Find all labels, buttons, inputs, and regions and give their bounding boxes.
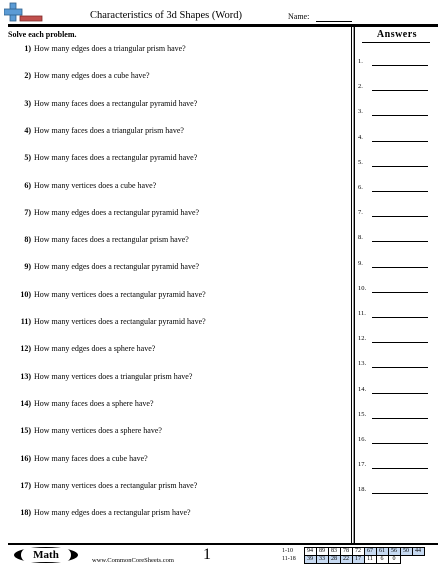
score-row — [282, 548, 424, 556]
column-divider — [351, 27, 355, 543]
question-text: How many vertices does a rectangular pyramid have? — [34, 317, 206, 326]
score-row-label: 1-10 — [282, 548, 293, 554]
question-number: 14) — [20, 398, 31, 408]
score-cell: 39 — [304, 556, 316, 564]
answer-field[interactable] — [372, 191, 428, 192]
question-item — [14, 454, 148, 463]
score-cell: 94 — [304, 548, 316, 556]
answer-field[interactable] — [372, 367, 428, 368]
question-text: How many faces does a cube have? — [34, 453, 148, 463]
answer-label: 13. — [358, 360, 367, 368]
question-number: 7) — [24, 207, 31, 217]
question-item — [14, 71, 150, 80]
question-number: 4) — [24, 125, 31, 135]
question-item — [14, 208, 199, 217]
question-text: How many faces does a rectangular pyramid have? — [34, 153, 198, 163]
score-cell: 17 — [352, 556, 364, 564]
answer-field[interactable] — [372, 267, 428, 268]
answer-label: 4. — [358, 133, 363, 141]
question-number: 16) — [20, 453, 31, 463]
question-number: 17) — [20, 480, 31, 490]
answer-label: 14. — [358, 385, 367, 393]
answer-field[interactable] — [372, 418, 428, 419]
question-item — [14, 235, 189, 244]
question-number: 13) — [20, 371, 31, 381]
question-text: How many edges does a rectangular pyramid have? — [34, 262, 200, 272]
question-number: 12) — [20, 344, 31, 354]
question-text: How many edges does a rectangular pyramid have? — [34, 207, 200, 217]
answer-field[interactable] — [372, 241, 428, 242]
answer-field[interactable] — [372, 90, 428, 91]
answer-label: 16. — [358, 436, 367, 443]
answer-field[interactable] — [372, 115, 428, 116]
question-number: 6) — [24, 180, 31, 190]
math-logo-icon — [4, 2, 44, 24]
answer-label: 15. — [358, 410, 367, 418]
question-item — [14, 481, 197, 490]
answer-field[interactable] — [372, 342, 428, 343]
score-row — [282, 556, 424, 564]
answer-label: 18. — [358, 486, 367, 494]
answer-field[interactable] — [372, 141, 428, 142]
score-cell: 83 — [328, 548, 340, 556]
question-item — [14, 44, 186, 53]
question-text: How many edges does a cube have? — [34, 71, 150, 81]
answer-field[interactable] — [372, 216, 428, 217]
answer-label: 1. — [358, 58, 363, 65]
question-text: How many edges does a sphere have? — [34, 344, 156, 354]
score-cell: 72 — [352, 548, 364, 556]
question-number: 5) — [24, 153, 31, 163]
answer-label: 2. — [358, 83, 363, 91]
answer-label: 9. — [358, 259, 363, 267]
question-number: 1) — [24, 44, 31, 53]
question-text: How many vertices does a rectangular prism have? — [34, 480, 198, 490]
answer-label: 10. — [358, 284, 367, 292]
footer-divider — [8, 543, 438, 545]
question-number: 8) — [24, 235, 31, 245]
question-item — [14, 399, 154, 408]
question-item — [14, 290, 206, 299]
score-cell: 78 — [340, 548, 352, 556]
question-number: 10) — [20, 289, 31, 299]
score-cell: 44 — [412, 548, 424, 556]
answer-field[interactable] — [372, 393, 428, 394]
page-title: Characteristics of 3d Shapes (Word) — [90, 10, 242, 21]
answer-field[interactable] — [372, 468, 428, 469]
score-cell: 89 — [316, 548, 328, 556]
question-text: How many vertices does a triangular prism have? — [34, 371, 193, 381]
answer-field[interactable] — [372, 166, 428, 167]
question-item — [14, 99, 197, 108]
question-item — [14, 181, 156, 190]
answer-label: 11. — [358, 310, 366, 317]
question-text: How many vertices does a sphere have? — [34, 426, 162, 436]
answer-label: 17. — [358, 461, 367, 469]
question-item — [14, 317, 206, 326]
score-cell: 6 — [376, 556, 388, 564]
subject-label: Math — [21, 548, 71, 562]
answer-label: 6. — [358, 184, 363, 191]
question-text: How many vertices does a cube have? — [34, 180, 157, 190]
answer-field[interactable] — [372, 443, 428, 444]
question-number: 9) — [24, 262, 31, 272]
answer-field[interactable] — [372, 317, 428, 318]
question-text: How many edges does a rectangular prism have? — [34, 508, 191, 518]
answers-heading-underline — [362, 42, 430, 43]
question-text: How many faces does a triangular prism have? — [34, 125, 184, 135]
question-item — [14, 372, 192, 381]
score-cell: 11 — [364, 556, 376, 564]
question-item — [14, 153, 197, 162]
question-number: 3) — [24, 98, 31, 108]
answer-label: 5. — [358, 158, 363, 166]
score-cell: 28 — [328, 556, 340, 564]
question-number: 2) — [24, 71, 31, 81]
question-number: 15) — [20, 426, 31, 436]
score-cell: 50 — [400, 548, 412, 556]
question-item — [14, 126, 184, 135]
score-cell: 67 — [364, 548, 376, 556]
answers-heading: Answers — [376, 29, 418, 40]
page-number: 1 — [203, 546, 211, 563]
header-divider — [8, 24, 438, 27]
score-cell: 56 — [388, 548, 400, 556]
question-text: How many faces does a rectangular pyramid have? — [34, 98, 198, 108]
question-number: 18) — [20, 508, 31, 518]
question-item — [14, 426, 162, 435]
score-cell: 22 — [340, 556, 352, 564]
answer-label: 12. — [358, 335, 367, 343]
answer-field[interactable] — [372, 292, 428, 293]
answer-label: 3. — [358, 108, 363, 116]
score-table — [282, 547, 425, 564]
question-text: How many vertices does a rectangular pyramid have? — [34, 289, 206, 299]
question-text: How many faces does a sphere have? — [34, 398, 154, 408]
question-text: How many faces does a rectangular prism have? — [34, 235, 189, 245]
question-item — [14, 344, 155, 353]
answer-label: 7. — [358, 209, 363, 217]
score-cell: 61 — [376, 548, 388, 556]
name-label: Name: — [288, 12, 310, 21]
score-row-label: 11-18 — [282, 556, 296, 562]
question-item — [14, 262, 199, 271]
answer-field[interactable] — [372, 65, 428, 66]
question-text: How many edges does a triangular prism have? — [34, 44, 186, 53]
answer-label: 8. — [358, 234, 363, 242]
name-field[interactable] — [316, 21, 352, 22]
score-cell: 33 — [316, 556, 328, 564]
score-cell: 0 — [388, 556, 400, 564]
question-number: 11) — [20, 317, 31, 326]
answer-field[interactable] — [372, 493, 428, 494]
site-url: www.CommonCoreSheets.com — [92, 557, 174, 564]
question-item — [14, 508, 191, 517]
instructions: Solve each problem. — [8, 30, 77, 39]
subject-badge — [14, 547, 78, 563]
